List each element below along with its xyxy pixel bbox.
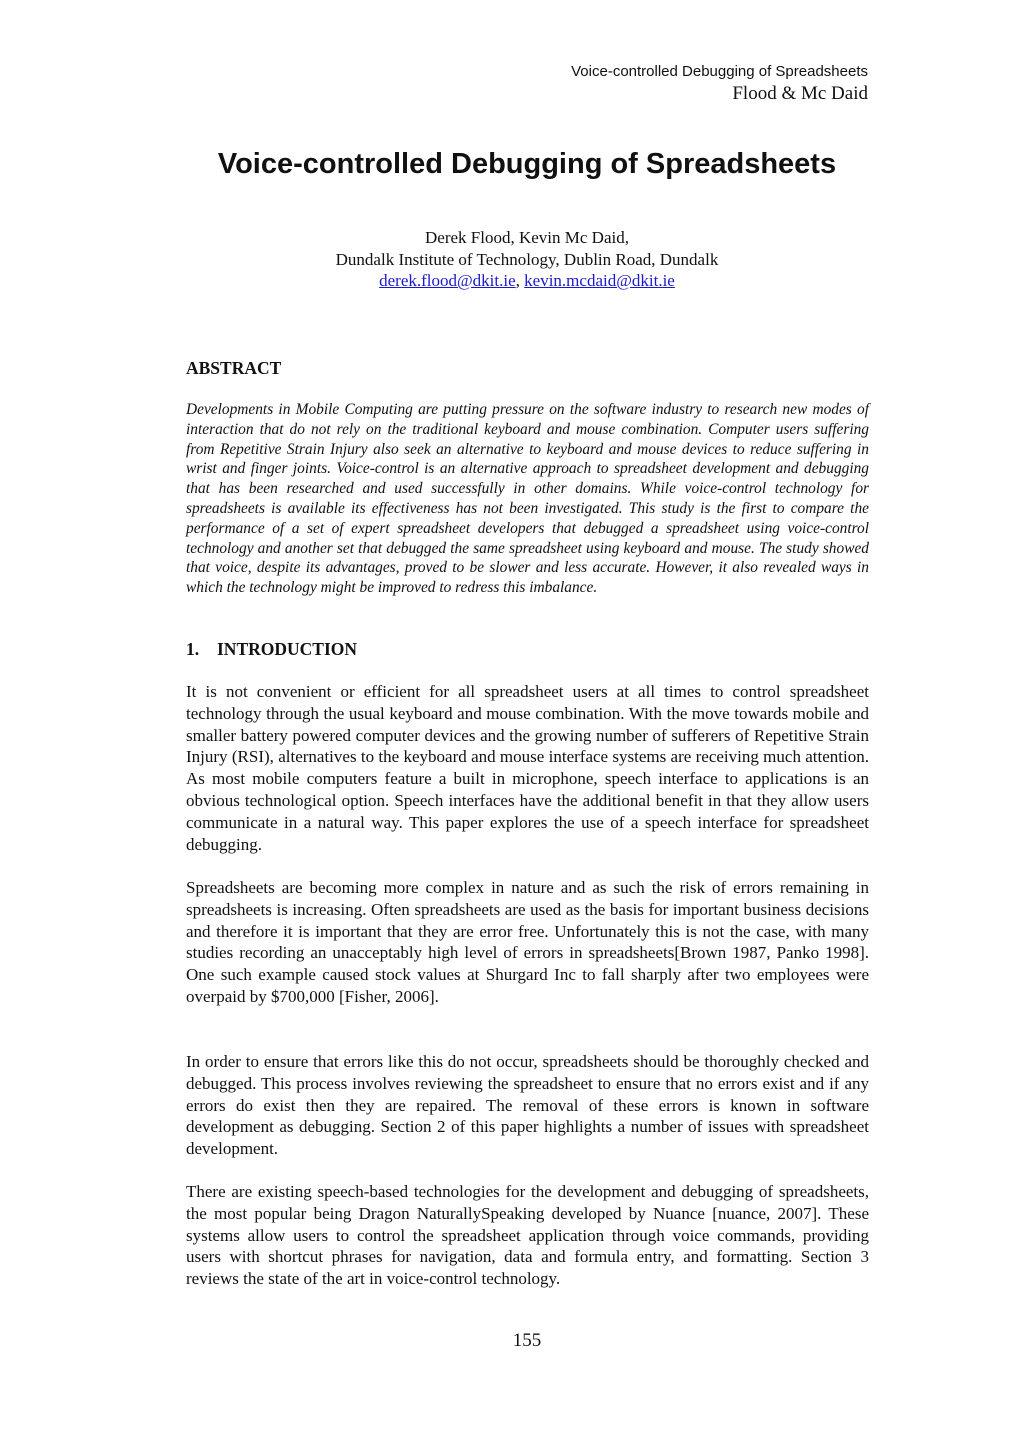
email-link-flood[interactable]: derek.flood@dkit.ie bbox=[379, 271, 516, 290]
running-head bbox=[571, 62, 868, 105]
intro-paragraph-3: In order to ensure that errors like this do not occur, spreadsheets should be thoroughly checked and debugged. This process involves reviewing the spreadsheet to ensure that no errors exist and if any errors do exist then they are repaired. The removal of these errors is known in software development as debugging. Section 2 of this paper highlights a number of issues with spreadsheet development. bbox=[186, 1052, 869, 1159]
author-emails bbox=[0, 270, 1024, 292]
intro-paragraph-1: It is not convenient or efficient for all spreadsheet users at all times to control spreadsheet technology through the usual keyboard and mouse combination. With the move towards mobile and smaller battery powered computer devices and the growing number of sufferers of Repetitive Strain Injury (RSI), alternatives to the keyboard and mouse interface systems are receiving much attention. As most mobile computers feature a built in microphone, speech interface to applications is an obvious technological option. Speech interfaces have the additional benefit in that they allow users communicate in a natural way. This paper explores the use of a speech interface for spreadsheet debugging. bbox=[186, 682, 869, 854]
abstract-text: Developments in Mobile Computing are putting pressure on the software industry to research new modes of interaction that do not rely on the traditional keyboard and mouse combination. Computer users suffering from Repetitive Strain Injury also seek an alternative to keyboard and mouse devices to reduce suffering in wrist and finger joints. Voice-control is an alternative approach to spreadsheet development and debugging that has been researched and used successfully in other domains. While voice-control technology for spreadsheets is available its effectiveness has not been investigated. This study is the first to compare the performance of a set of expert spreadsheet developers that debugged a spreadsheet using voice-control technology and another set that debugged the same spreadsheet using keyboard and mouse. The study showed that voice, despite its advantages, proved to be slower and less accurate. However, it also revealed ways in which the technology might be improved to redress this imbalance. bbox=[186, 401, 869, 597]
page-number: 155 bbox=[512, 1330, 542, 1351]
section-number: 1. bbox=[186, 639, 200, 659]
author-block bbox=[0, 227, 1024, 292]
intro-paragraph-2: Spreadsheets are becoming more complex in nature and as such the risk of errors remaining in spreadsheets is increasing. Often spreadsheets are used as the basis for important business decisions and therefore it is important that they are error free. Unfortunately this is not the case, with many studies recording an unacceptably high level of errors in spreadsheets[Brown 1987, Panko 1998]. One such example caused stock values at Shurgard Inc to fall sharply after two employees were overpaid by $700,000 [Fisher, 2006]. bbox=[186, 878, 869, 1006]
section-title: INTRODUCTION bbox=[217, 639, 358, 659]
email-separator: , bbox=[515, 271, 525, 290]
running-head-title: Voice-controlled Debugging of Spreadsheets bbox=[571, 63, 868, 80]
author-names: Derek Flood, Kevin Mc Daid, bbox=[425, 228, 629, 247]
introduction-heading bbox=[186, 638, 357, 660]
running-head-authors: Flood & Mc Daid bbox=[732, 83, 868, 104]
abstract-heading: ABSTRACT bbox=[186, 358, 282, 378]
paper-title: Voice-controlled Debugging of Spreadsheets bbox=[217, 148, 837, 180]
intro-paragraph-4: There are existing speech-based technologies for the development and debugging of spreadsheets, the most popular being Dragon NaturallySpeaking developed by Nuance [nuance, 2007]. These systems allow users to control the spreadsheet application through voice commands, providing users with shortcut phrases for navigation, data and formula entry, and formatting. Section 3 reviews the state of the art in voice-control technology. bbox=[186, 1182, 869, 1289]
author-affiliation: Dundalk Institute of Technology, Dublin Road, Dundalk bbox=[335, 249, 719, 269]
email-link-mcdaid[interactable]: kevin.mcdaid@dkit.ie bbox=[524, 271, 675, 290]
